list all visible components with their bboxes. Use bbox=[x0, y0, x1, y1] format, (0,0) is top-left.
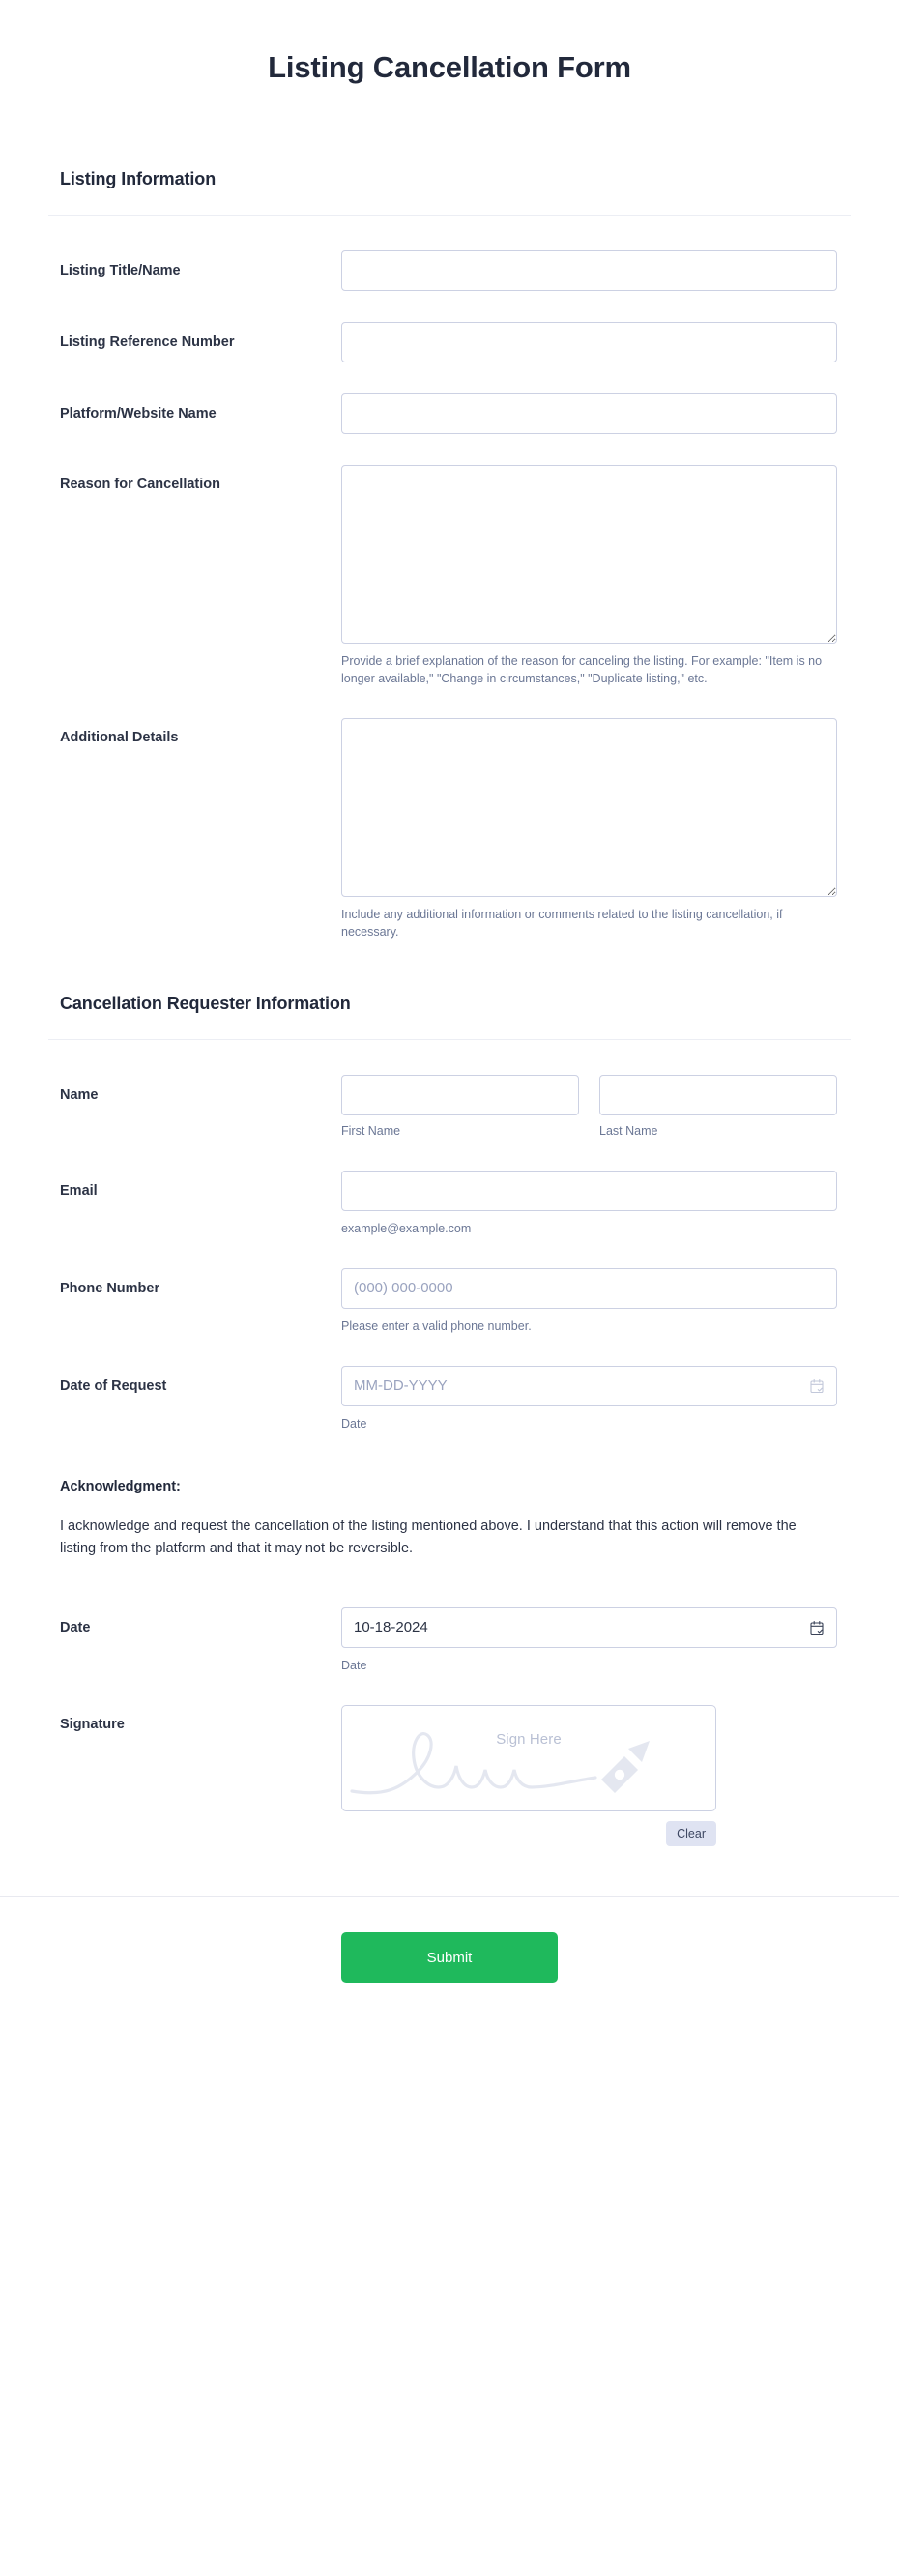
signing-date-wrapper bbox=[341, 1607, 837, 1648]
reason-helper-text: Provide a brief explanation of the reason for canceling the listing. For example: "Item is no longer available," "Change in circumstances," "Duplicate listing," etc. bbox=[341, 654, 823, 686]
reference-number-input[interactable] bbox=[341, 322, 837, 362]
first-name-group bbox=[341, 1075, 579, 1140]
form-footer bbox=[0, 1896, 899, 2041]
signature-hint-text: Sign Here bbox=[496, 1731, 562, 1749]
section-divider bbox=[48, 215, 851, 216]
field-control-additional-details bbox=[341, 718, 851, 941]
acknowledgment-text: I acknowledge and request the cancellation of the listing mentioned above. I understand that this action will remove the listing from the platform and that it may not be reversible. bbox=[60, 1519, 797, 1557]
clear-signature-button[interactable]: Clear bbox=[666, 1821, 716, 1846]
field-control-date-of-request bbox=[341, 1366, 851, 1433]
field-listing-title bbox=[48, 233, 851, 304]
field-label-reason-for-cancellation: Reason for Cancellation bbox=[60, 477, 220, 492]
field-phone-number bbox=[48, 1251, 851, 1348]
field-label-date-of-request: Date of Request bbox=[60, 1377, 167, 1394]
field-control-reference-number bbox=[341, 322, 851, 362]
field-label-reference-number: Listing Reference Number bbox=[60, 334, 235, 350]
field-signature bbox=[48, 1688, 851, 1860]
submit-button[interactable]: Submit bbox=[341, 1932, 558, 1983]
additional-details-helper-text: Include any additional information or comments related to the listing cancellation, if necessary. bbox=[341, 908, 783, 940]
field-label-platform-name: Platform/Website Name bbox=[60, 406, 217, 421]
last-name-group bbox=[599, 1075, 837, 1140]
additional-details-textarea[interactable] bbox=[341, 718, 837, 897]
field-control-platform-name bbox=[341, 393, 851, 434]
platform-name-input[interactable] bbox=[341, 393, 837, 434]
form-header bbox=[0, 0, 899, 130]
reason-for-cancellation-textarea[interactable] bbox=[341, 465, 837, 644]
field-label-signature: Signature bbox=[60, 1717, 125, 1733]
field-reason-for-cancellation bbox=[48, 448, 851, 701]
field-label-name: Name bbox=[60, 1086, 99, 1103]
email-input[interactable] bbox=[341, 1171, 837, 1211]
acknowledgment-block bbox=[48, 1446, 851, 1565]
field-platform-name bbox=[48, 376, 851, 448]
field-reference-number bbox=[48, 304, 851, 376]
field-signing-date bbox=[48, 1590, 851, 1688]
field-control-phone-number bbox=[341, 1268, 851, 1335]
field-control-reason-for-cancellation bbox=[341, 465, 851, 687]
section-header-listing-information bbox=[48, 130, 851, 216]
last-name-input[interactable] bbox=[599, 1075, 837, 1115]
last-name-sublabel: Last Name bbox=[599, 1123, 658, 1138]
field-label-listing-title: Listing Title/Name bbox=[60, 263, 181, 278]
phone-helper-text: Please enter a valid phone number. bbox=[341, 1318, 532, 1333]
field-control-signature bbox=[341, 1705, 851, 1846]
page-title: Listing Cancellation Form bbox=[268, 50, 631, 84]
email-helper-text: example@example.com bbox=[341, 1221, 472, 1235]
field-label-additional-details: Additional Details bbox=[60, 730, 179, 746]
field-control-email bbox=[341, 1171, 851, 1237]
field-label-email: Email bbox=[60, 1182, 98, 1199]
section-listing-information bbox=[0, 130, 899, 955]
phone-number-input[interactable] bbox=[341, 1268, 837, 1309]
section-header-requester-information bbox=[48, 955, 851, 1040]
listing-title-input[interactable] bbox=[341, 250, 837, 291]
pen-nib-icon bbox=[601, 1741, 650, 1793]
field-additional-details bbox=[48, 701, 851, 954]
field-email bbox=[48, 1153, 851, 1251]
field-label-signing-date: Date bbox=[60, 1619, 91, 1635]
acknowledgment-heading: Acknowledgment: bbox=[60, 1479, 181, 1494]
first-name-sublabel: First Name bbox=[341, 1123, 401, 1138]
section-title: Cancellation Requester Information bbox=[60, 993, 351, 1013]
section-divider bbox=[48, 1039, 851, 1040]
field-control-listing-title bbox=[341, 250, 851, 291]
section-requester-information bbox=[0, 955, 899, 1861]
section-title: Listing Information bbox=[60, 169, 217, 188]
signature-pad[interactable] bbox=[341, 1705, 716, 1811]
signature-footer bbox=[341, 1821, 716, 1846]
field-name bbox=[48, 1057, 851, 1153]
date-of-request-helper-text: Date bbox=[341, 1416, 367, 1431]
signing-date-input[interactable] bbox=[341, 1607, 837, 1648]
date-of-request-wrapper bbox=[341, 1366, 837, 1406]
field-label-phone-number: Phone Number bbox=[60, 1280, 160, 1296]
date-of-request-input[interactable] bbox=[341, 1366, 837, 1406]
form-body bbox=[0, 130, 899, 2041]
name-columns bbox=[341, 1075, 851, 1140]
spacer bbox=[48, 1565, 851, 1590]
field-date-of-request bbox=[48, 1348, 851, 1446]
field-control-signing-date bbox=[341, 1607, 851, 1674]
signing-date-helper-text: Date bbox=[341, 1658, 367, 1672]
field-control-name bbox=[341, 1075, 851, 1140]
first-name-input[interactable] bbox=[341, 1075, 579, 1115]
signature-placeholder-art bbox=[342, 1706, 716, 1811]
